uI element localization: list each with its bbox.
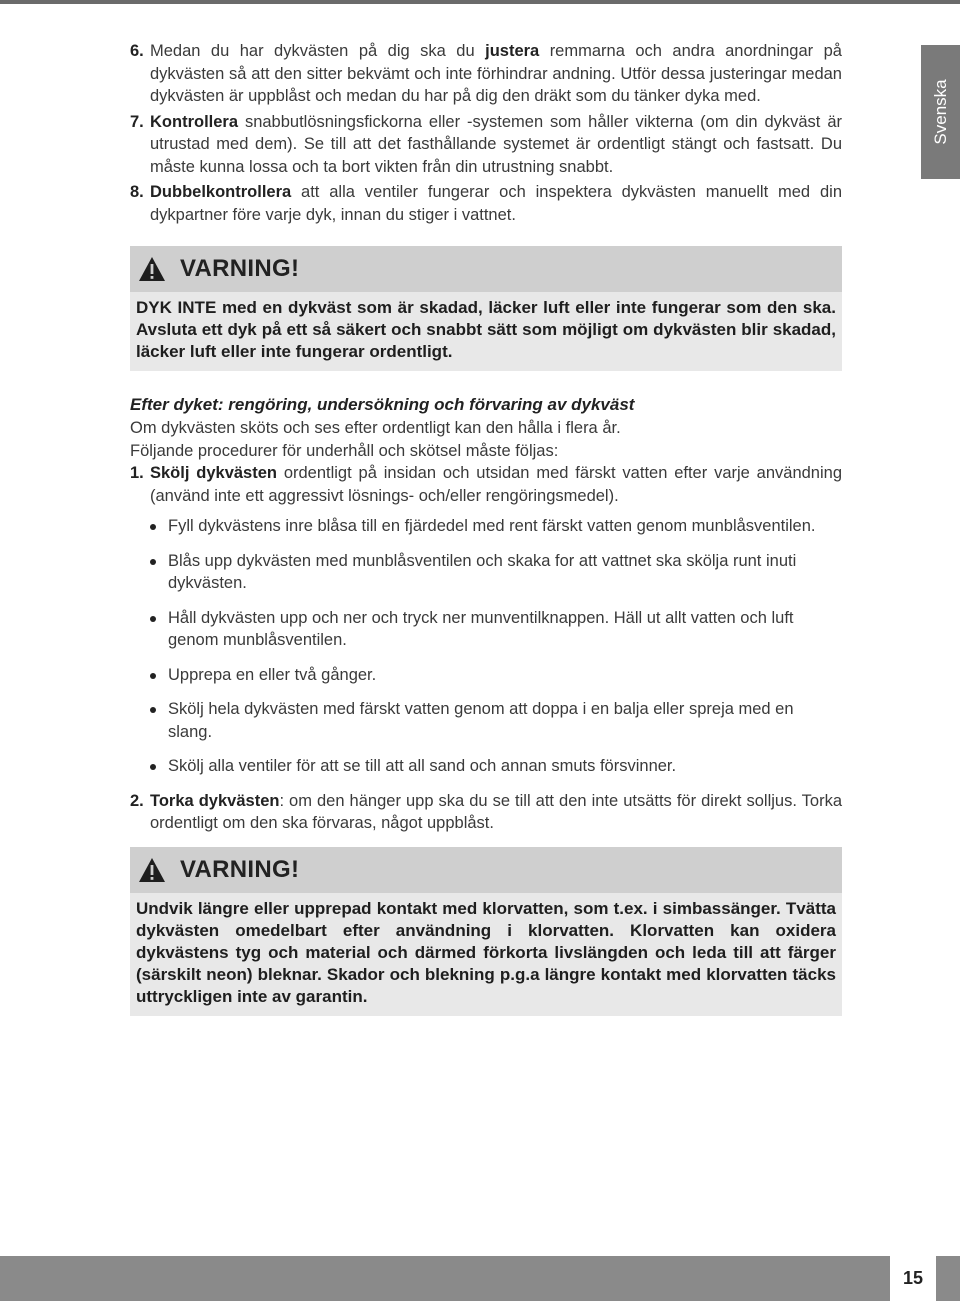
step-text-post: ordentligt på insidan och utsidan med färskt vatten efter varje användning (använd inte ett aggressivt lösnings- och/eller rengöringsmedel). — [150, 464, 842, 505]
warning-triangle-icon — [138, 256, 166, 282]
language-tab — [921, 45, 960, 179]
step-text — [150, 181, 842, 226]
warning-text: Undvik längre eller upprepad kontakt med klorvatten, som t.ex. i simbassänger. Tvätta dykvästen omedelbart efter användning i klorvatten. Klorvatten kan oxidera dykvästens tyg och material och därmed förkorta livslängden och leda till att färger (särskilt neon) bleknar. Skador och blekning p.g.a längre kontakt med klorvatten täcks uttryckligen inte av garantin. — [130, 893, 842, 1016]
care-step-2 — [130, 790, 842, 835]
step-keyword: justera — [485, 42, 540, 60]
warning-header — [130, 246, 842, 292]
rinse-instructions-list — [130, 515, 842, 778]
warning-title: VARNING! — [180, 855, 300, 883]
step-text — [150, 111, 842, 179]
section-title: Efter dyket: rengöring, undersökning och förvaring av dykväst — [130, 395, 635, 414]
step-keyword: Skölj dykvästen — [150, 464, 277, 482]
top-rule — [0, 0, 960, 4]
intro-text: Om dykvästen sköts och ses efter ordentligt kan den hålla i flera år. — [130, 419, 621, 437]
footer-bar — [0, 1256, 960, 1301]
step-number: 1. — [130, 464, 144, 482]
care-step-1 — [130, 462, 842, 507]
warning-box-damaged — [130, 246, 842, 371]
step-text-post: att alla ventiler fungerar och inspektera dykvästen manuellt med din dykpartner före varje dyk, innan du stiger i vattnet. — [150, 183, 842, 224]
step-text-post: snabbutlösningsfickorna eller -systemen som håller vikterna (om din dykväst är utrustad med dem). Se till att det fasthållande systemet är ordentligt stängt och fastsatt. Du måste kunna lossa och ta bort vikten från din utrustning snabbt. — [150, 112, 842, 176]
step-number: 8. — [130, 183, 144, 201]
list-item: Blås upp dykvästen med munblåsventilen och skaka for att vattnet ska skölja runt inuti dykvästen. — [150, 550, 842, 595]
list-item: Skölj hela dykvästen med färskt vatten genom att doppa i en balja eller spreja med en slang. — [150, 698, 842, 743]
step-7 — [130, 111, 842, 179]
step-text — [150, 462, 842, 507]
page-number: 15 — [890, 1256, 936, 1301]
step-text — [150, 790, 842, 835]
step-text-post: : om den hänger upp ska du se till att den inte utsätts för direkt solljus. Torka ordentligt om den ska förvaras, något uppblåst. — [150, 791, 842, 832]
step-keyword: Torka dykvästen — [150, 791, 280, 810]
step-number: 6. — [130, 42, 144, 60]
page-content — [130, 40, 842, 1016]
step-keyword: Dubbelkontrollera — [150, 183, 292, 201]
warning-triangle-icon — [138, 857, 166, 883]
step-6 — [130, 40, 842, 108]
step-keyword: Kontrollera — [150, 112, 239, 131]
step-text-post: remmarna och andra anordningar på dykvästen så att den sitter bekvämt och inte förhindrar andning. Utför dessa justeringar medan dykvästen är uppblåst och medan du har på dig den dräkt som du tänker dyka med. — [150, 42, 842, 105]
warning-header — [130, 847, 842, 893]
warning-box-chlorine — [130, 847, 842, 1016]
step-8 — [130, 181, 842, 226]
intro-text: Följande procedurer för underhåll och skötsel måste följas: — [130, 441, 559, 460]
list-item: Skölj alla ventiler för att se till att all sand och annan smuts försvinner. — [150, 755, 842, 778]
list-item: Håll dykvästen upp och ner och tryck ner munventilknappen. Häll ut allt vatten och luft genom munblåsventilen. — [150, 607, 842, 652]
step-text — [150, 40, 842, 108]
step-number: 7. — [130, 112, 144, 131]
step-number: 2. — [130, 791, 144, 810]
warning-text: DYK INTE med en dykväst som är skadad, läcker luft eller inte fungerar som den ska. Avsluta ett dyk på ett så säkert och snabbt sätt som möjligt om dykvästen blir skadad, läcker luft eller inte fungerar ordentligt. — [130, 292, 842, 371]
warning-title: VARNING! — [180, 255, 300, 282]
list-item: Fyll dykvästens inre blåsa till en fjärdedel med rent färskt vatten genom munblåsventilen. — [150, 515, 842, 538]
language-tab-label: Svenska — [930, 79, 950, 145]
list-item: Upprepa en eller två gånger. — [150, 664, 842, 687]
step-text-pre: Medan du har dykvästen på dig ska du — [150, 42, 486, 60]
